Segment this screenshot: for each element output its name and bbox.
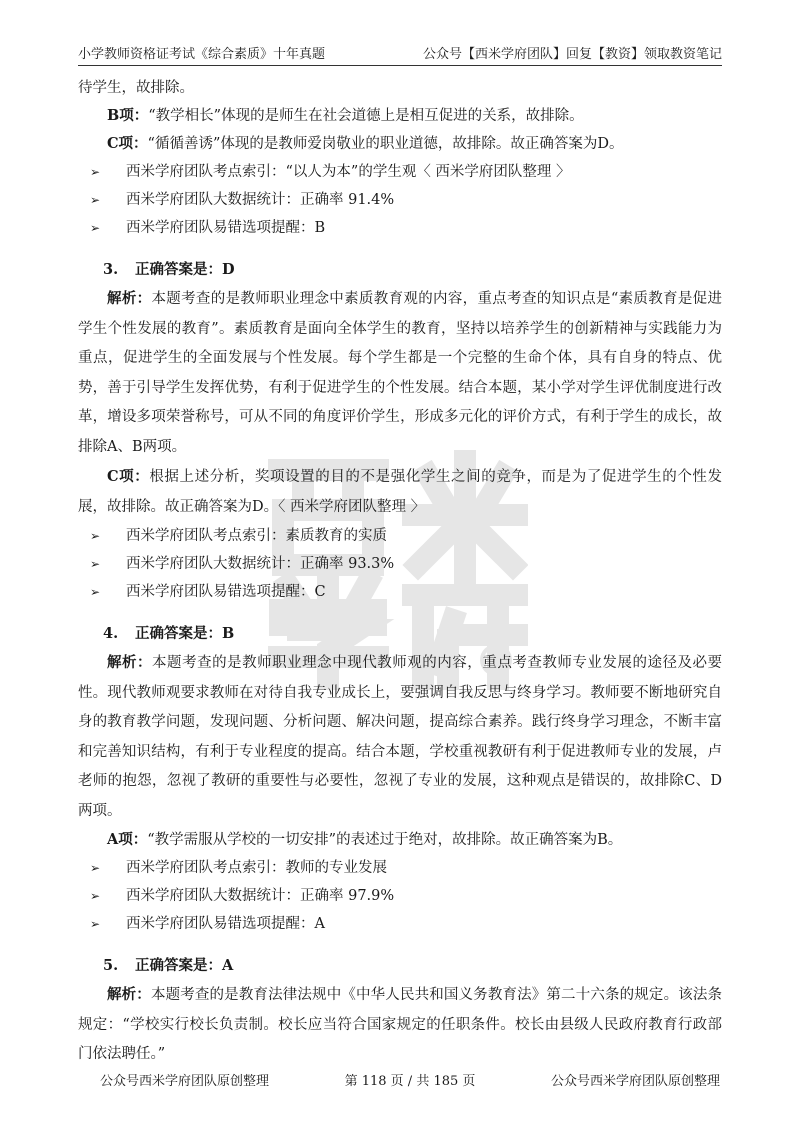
bullet-text: 西米学府团队考点索引：教师的专业发展 bbox=[126, 860, 387, 876]
question-3-answer bbox=[78, 256, 722, 284]
answer-text: 正确答案是：A bbox=[135, 957, 234, 974]
option-c-text: 根据上述分析，奖项设置的目的不是强化学生之间的竞争，而是为了促进学生的个性发展，故排除。故正确答案为D。〈 西米学府团队整理 〉 bbox=[78, 469, 723, 515]
option-c-label: C项： bbox=[107, 468, 150, 485]
option-c-label: C项： bbox=[107, 135, 148, 152]
arrowhead-bullet-icon: ➢ bbox=[90, 165, 101, 179]
option-a-label: A项： bbox=[107, 831, 148, 848]
option-c-note bbox=[78, 130, 722, 158]
bullet-item bbox=[78, 186, 722, 214]
question-number: 5. bbox=[103, 957, 119, 974]
question-4-analysis bbox=[78, 648, 722, 826]
arrowhead-bullet-icon: ➢ bbox=[90, 193, 101, 207]
header-title: 小学教师资格证考试《综合素质》十年真题 bbox=[78, 47, 326, 62]
analysis-label: 解析： bbox=[107, 654, 153, 671]
question-4-option-a bbox=[78, 826, 722, 854]
analysis-label: 解析： bbox=[107, 986, 151, 1003]
footer-right: 公众号西米学府团队原创整理 bbox=[550, 1074, 720, 1089]
bullet-item bbox=[78, 550, 722, 578]
question-5-analysis bbox=[78, 980, 722, 1070]
bullet-text: 西米学府团队考点索引：素质教育的实质 bbox=[126, 528, 387, 544]
question-3-analysis bbox=[78, 284, 722, 462]
arrowhead-bullet-icon: ➢ bbox=[90, 585, 101, 599]
header-promo: 公众号【西米学府团队】回复【教资】领取教资笔记 bbox=[422, 47, 722, 62]
bullet-text: 西米学府团队考点索引：“以人为本”的学生观〈 西米学府团队整理 〉 bbox=[126, 164, 571, 180]
option-b-note bbox=[78, 102, 722, 130]
analysis-text: 本题考查的是教师职业理念中素质教育观的内容，重点考查的知识点是“素质教育是促进学生个性发展的教育”。素质教育是面向全体学生的教育，坚持以培养学生的创新精神与实践能力为重点，促进学生的全面发展与个性发展。每个学生都是一个完整的生命个体，具有自身的特点、优势，善于引导学生发挥优势，有利于促进学生的个性发展。结合本题，某小学对学生评优制度进行改革，增设多项荣誉称号，可从不同的角度评价学生，形成多元化的评价方式，有利于学生的成长，故排除A、B两项。 bbox=[78, 291, 722, 455]
bullet-text: 西米学府团队易错选项提醒：C bbox=[126, 584, 326, 600]
option-b-text: “教学相长”体现的是师生在社会道德上是相互促进的关系，故排除。 bbox=[148, 108, 584, 124]
option-c-text: “循循善诱”体现的是教师爱岗敬业的职业道德，故排除。故正确答案为D。 bbox=[147, 136, 624, 152]
page-number: 第 118 页 / 共 185 页 bbox=[344, 1074, 476, 1089]
bullet-item bbox=[78, 522, 722, 550]
analysis-text: 本题考查的是教育法律法规中《中华人民共和国义务教育法》第二十六条的规定。该法条规定：“学校实行校长负责制。校长应当符合国家规定的任职条件。校长由县级人民政府教育行政部门依法聘任。” bbox=[78, 987, 723, 1062]
option-a-text: “教学需服从学校的一切安排”的表述过于绝对，故排除。故正确答案为B。 bbox=[147, 832, 623, 848]
option-b-label: B项： bbox=[107, 107, 149, 124]
answer-text: 正确答案是：D bbox=[135, 261, 235, 278]
question-number: 3. bbox=[103, 261, 119, 278]
analysis-label: 解析： bbox=[107, 290, 152, 307]
bullet-text: 西米学府团队大数据统计：正确率 91.4% bbox=[126, 192, 395, 208]
question-4-answer bbox=[78, 620, 722, 648]
bullet-item bbox=[78, 854, 722, 882]
question-5-answer bbox=[78, 952, 722, 980]
continued-text: 待学生，故排除。 bbox=[78, 80, 194, 96]
bullet-item bbox=[78, 578, 722, 606]
bullet-item bbox=[78, 214, 722, 242]
arrowhead-bullet-icon: ➢ bbox=[90, 889, 101, 903]
arrowhead-bullet-icon: ➢ bbox=[90, 221, 101, 235]
analysis-text: 本题考查的是教师职业理念中现代教师观的内容，重点考查教师专业发展的途径及必要性。现代教师观要求教师在对待自我专业成长上，要强调自我反思与终身学习。教师要不断地研究自身的教育教学问题，发现问题、分析问题、解决问题，提高综合素养。践行终身学习理念，不断丰富和完善知识结构，有利于专业程度的提高。结合本题，学校重视教研有利于促进教师专业的发展，卢老师的抱怨，忽视了教研的重要性与必要性，忽视了专业的发展，这种观点是错误的，故排除C、D两项。 bbox=[78, 655, 723, 819]
answer-text: 正确答案是：B bbox=[135, 625, 235, 642]
arrowhead-bullet-icon: ➢ bbox=[90, 917, 101, 931]
arrowhead-bullet-icon: ➢ bbox=[90, 861, 101, 875]
bullet-item bbox=[78, 882, 722, 910]
question-number: 4. bbox=[103, 625, 119, 642]
footer-left: 公众号西米学府团队原创整理 bbox=[100, 1074, 270, 1089]
page-header bbox=[78, 40, 722, 66]
bullet-text: 西米学府团队易错选项提醒：A bbox=[126, 916, 325, 932]
page-footer bbox=[100, 1070, 720, 1089]
arrowhead-bullet-icon: ➢ bbox=[90, 529, 101, 543]
page-content bbox=[78, 74, 722, 1070]
arrowhead-bullet-icon: ➢ bbox=[90, 557, 101, 571]
bullet-text: 西米学府团队大数据统计：正确率 93.3% bbox=[126, 556, 395, 572]
question-3-option-c bbox=[78, 462, 722, 522]
bullet-item bbox=[78, 158, 722, 186]
bullet-item bbox=[78, 910, 722, 938]
bullet-text: 西米学府团队大数据统计：正确率 97.9% bbox=[126, 888, 395, 904]
bullet-text: 西米学府团队易错选项提醒：B bbox=[126, 220, 326, 236]
